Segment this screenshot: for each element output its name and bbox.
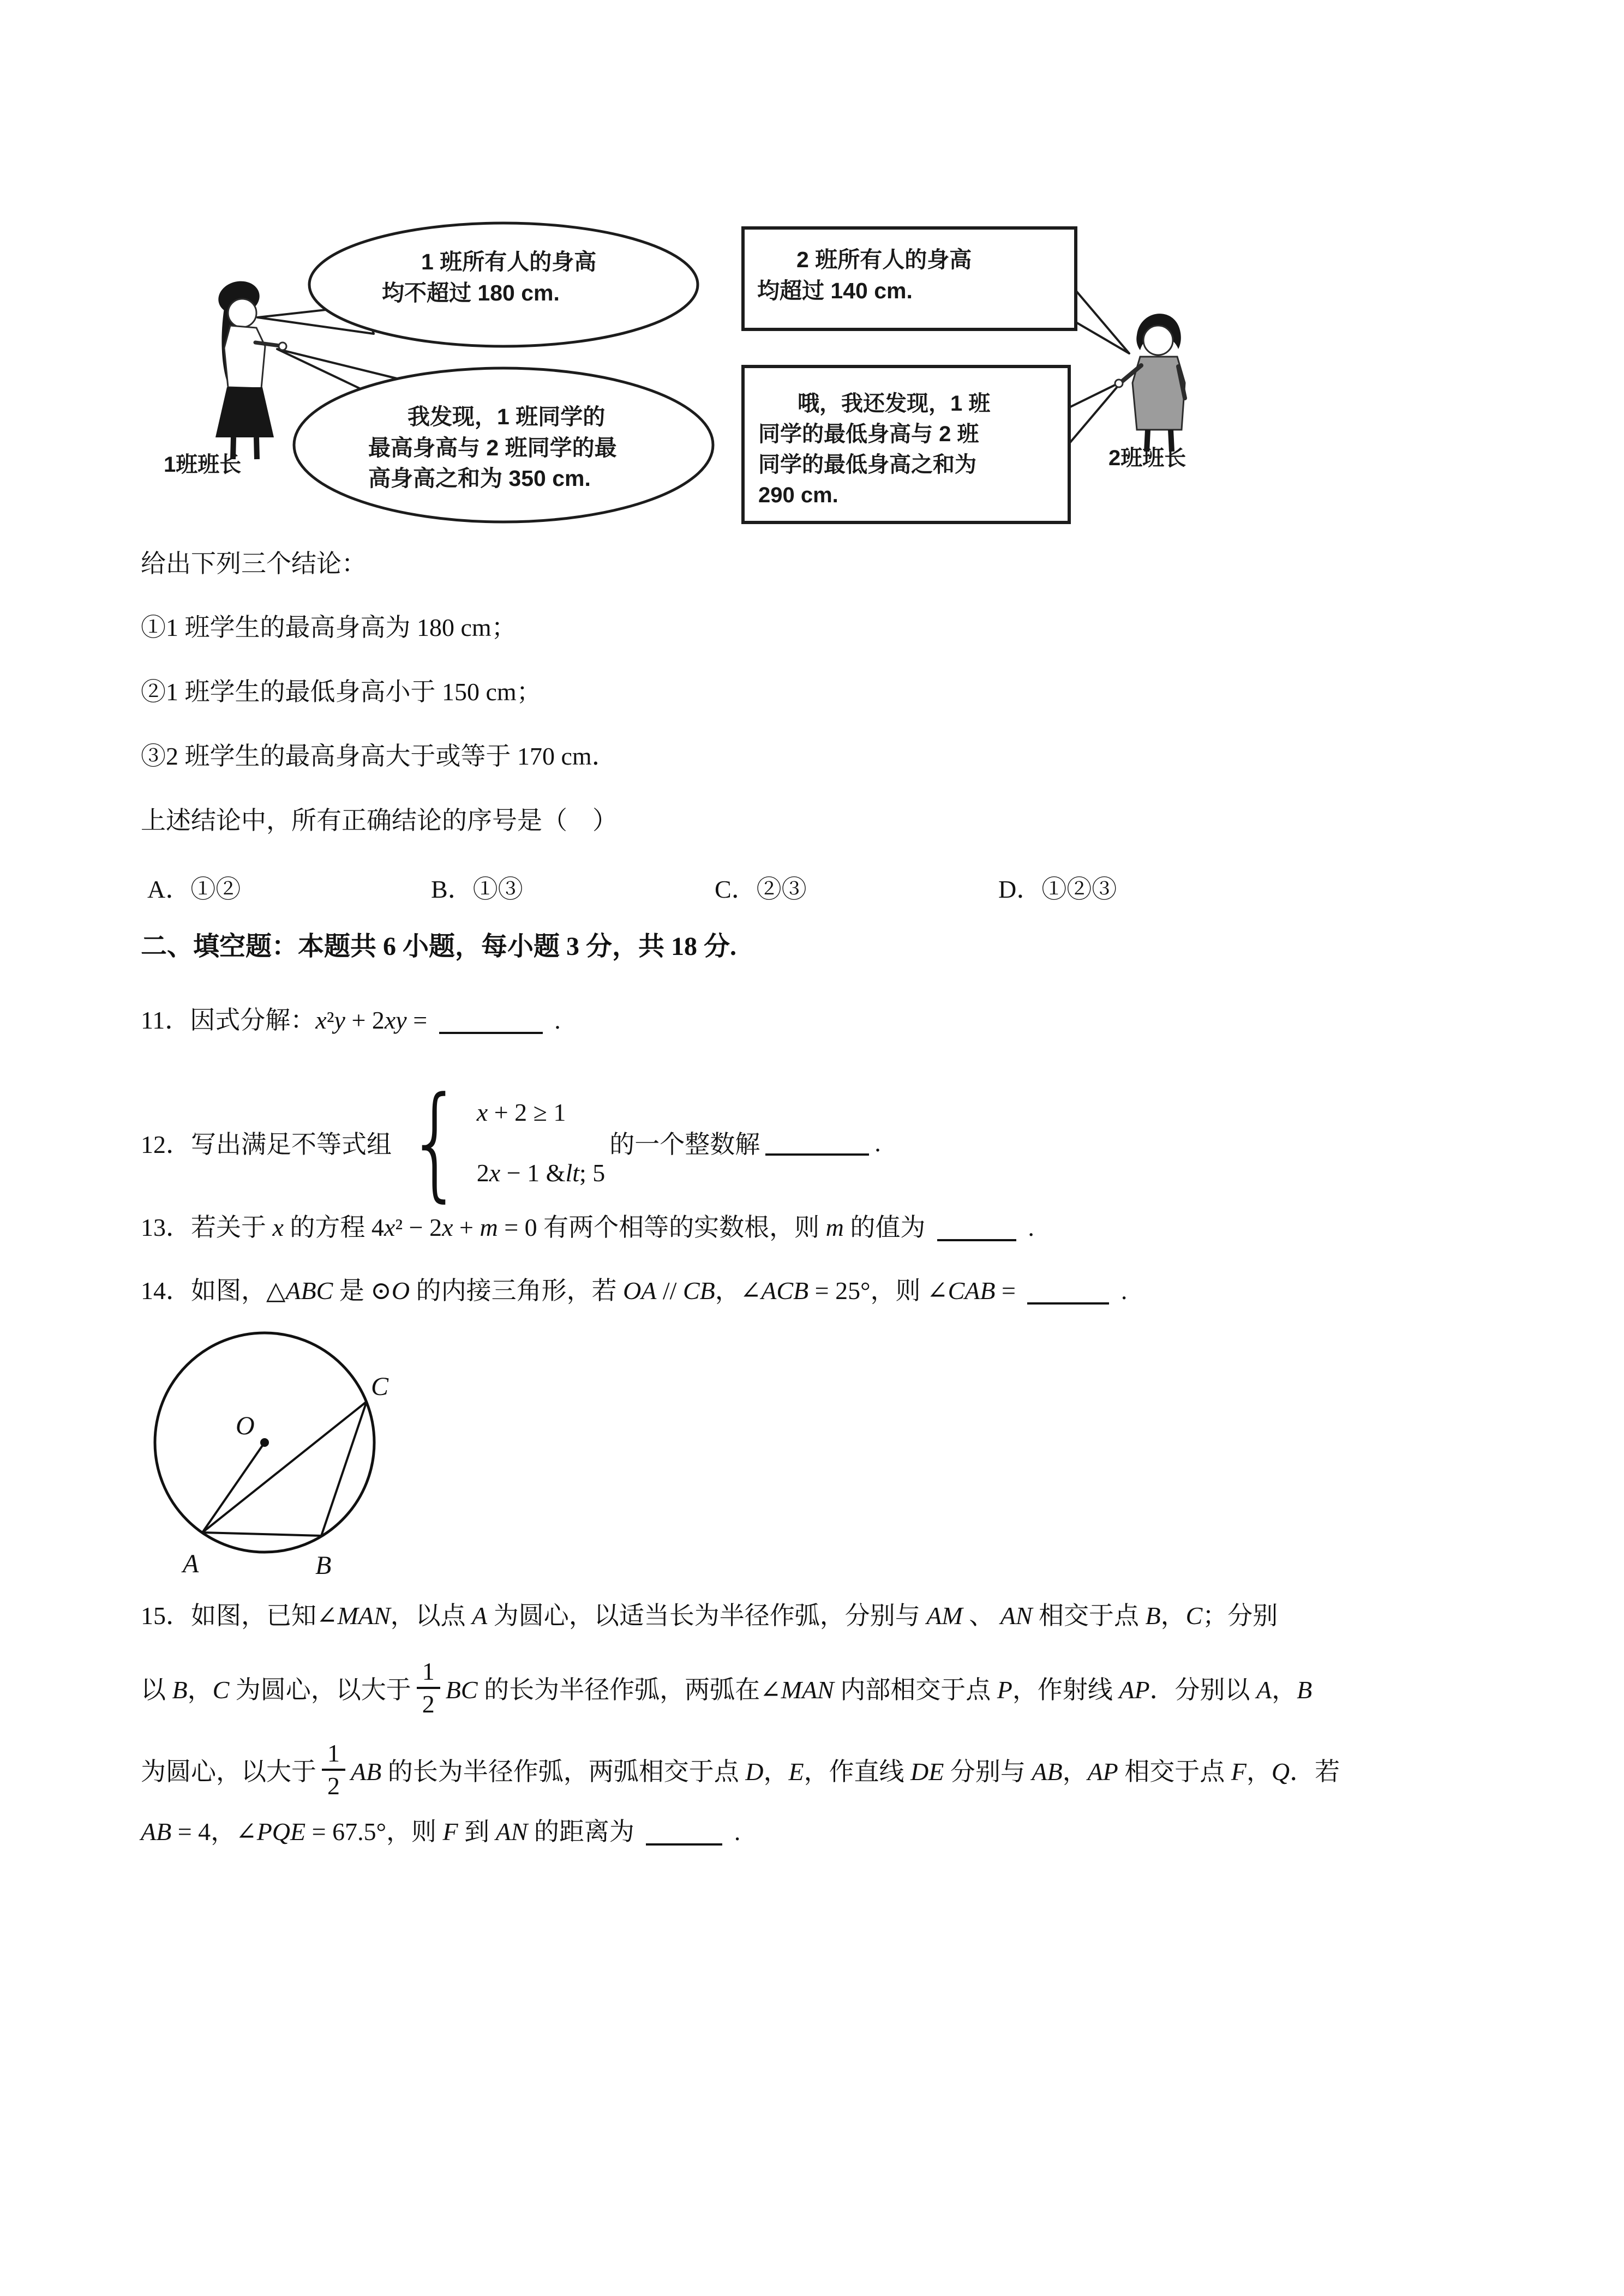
q12-period: . <box>874 1128 881 1157</box>
fraction-denominator: 2 <box>422 1690 435 1718</box>
chord-bc <box>321 1402 367 1536</box>
q12-post: 的一个整数解 <box>609 1131 760 1158</box>
radius-oa <box>202 1442 265 1532</box>
fraction-numerator: 1 <box>417 1658 440 1689</box>
section-header: 二、填空题：本题共 6 小题，每小题 3 分，共 18 分. <box>141 932 737 961</box>
label-b: B <box>315 1551 332 1580</box>
bubble1-text: 1 班所有人的身高 均不超过 180 cm. <box>382 249 597 305</box>
question-stem: 上述结论中，所有正确结论的序号是（ ） <box>141 807 618 834</box>
q12-pre: 12．写出满足不等式组 <box>141 1131 392 1158</box>
circle-diagram-q14 <box>131 1324 420 1600</box>
question-11 <box>141 1005 561 1036</box>
label-c: C <box>371 1372 389 1401</box>
q11-answer-blank <box>439 1008 543 1034</box>
q13-period: . <box>1028 1213 1034 1241</box>
girl-caption: 1班班长 <box>164 453 242 477</box>
figure-boy <box>1115 314 1185 452</box>
question-14 <box>141 1275 1127 1307</box>
option-d: D．①②③ <box>998 875 1117 903</box>
boy-caption: 2班班长 <box>1108 446 1186 470</box>
label-o: O <box>236 1411 255 1440</box>
conclusion-2: ②1 班学生的最低身高小于 150 cm； <box>141 678 542 706</box>
box1-text: 2 班所有人的身高 均超过 140 cm. <box>757 247 972 303</box>
q15-answer-blank <box>646 1819 722 1846</box>
question-13 <box>141 1212 1034 1243</box>
q11-text: 11．因式分解：x²y + 2xy = <box>141 1006 428 1034</box>
option-c: C．②③ <box>715 875 807 903</box>
conclusion-1: ①1 班学生的最高身高为 180 cm； <box>141 614 517 641</box>
option-a: A．①② <box>147 875 241 903</box>
q15-row3-pre: 为圆心，以大于 <box>141 1758 316 1786</box>
q14-answer-blank <box>1027 1278 1109 1305</box>
q14-text: 14．如图，△ABC 是 ⊙O 的内接三角形，若 OA // CB，∠ACB = 25°，则 ∠CAB = <box>141 1277 1016 1305</box>
label-a: A <box>183 1549 199 1578</box>
chord-ab <box>202 1532 321 1536</box>
q11-period: . <box>554 1006 561 1034</box>
fraction-denominator: 2 <box>327 1772 340 1800</box>
q13-text: 13．若关于 x 的方程 4x² − 2x + m = 0 有两个相等的实数根，则 m 的值为 <box>141 1213 926 1241</box>
question-15-row1: 15．如图，已知∠MAN，以点 A 为圆心，以适当长为半径作弧，分别与 AM 、 AN 相交于点 B，C；分别 <box>141 1602 1278 1630</box>
question-12 <box>141 1071 881 1215</box>
q12-answer-blank <box>765 1129 869 1156</box>
question-15-row4 <box>141 1816 740 1848</box>
box2-text: 哦，我还发现，1 班 同学的最低身高与 2 班 同学的最低身高之和为 290 cm. <box>758 392 991 507</box>
q14-period: . <box>1120 1277 1128 1305</box>
fraction-one-half <box>322 1740 345 1800</box>
bubble2-text: 我发现，1 班同学的 最高身高与 2 班同学的最 高身高之和为 350 cm. <box>368 404 617 491</box>
left-brace-symbol: { <box>407 1071 464 1215</box>
figure-girl <box>215 278 286 459</box>
q12-inequality-system <box>396 1071 606 1215</box>
q12-inequality-1: x + 2 ≥ 1 <box>476 1098 566 1126</box>
q15-row4-text: AB = 4，∠PQE = 67.5°，则 F 到 AN 的距离为 <box>141 1818 634 1846</box>
fraction-one-half <box>417 1658 440 1718</box>
q15-row2-post: BC 的长为半径作弧，两弧在∠MAN 内部相交于点 P，作射线 AP．分别以 A，B <box>445 1676 1313 1704</box>
conclusions-intro: 给出下列三个结论： <box>141 550 367 578</box>
q15-row2-pre: 以 B，C 为圆心，以大于 <box>141 1676 411 1704</box>
conclusion-3: ③2 班学生的最高身高大于或等于 170 cm． <box>141 742 617 770</box>
option-b: B．①③ <box>431 875 523 903</box>
q12-inequality-2: 2x − 1 &lt; 5 <box>476 1159 606 1187</box>
fraction-numerator: 1 <box>322 1740 345 1771</box>
q15-row3-post: AB 的长为半径作弧，两弧相交于点 D，E，作直线 DE 分别与 AB，AP 相交于点 F，Q．若 <box>351 1758 1340 1786</box>
question-15-row2 <box>141 1647 1312 1729</box>
q13-answer-blank <box>937 1215 1016 1241</box>
box2-tail <box>1064 382 1122 450</box>
question-15-row3 <box>141 1729 1340 1811</box>
q15-period: . <box>734 1818 741 1846</box>
chord-ac <box>202 1402 367 1532</box>
